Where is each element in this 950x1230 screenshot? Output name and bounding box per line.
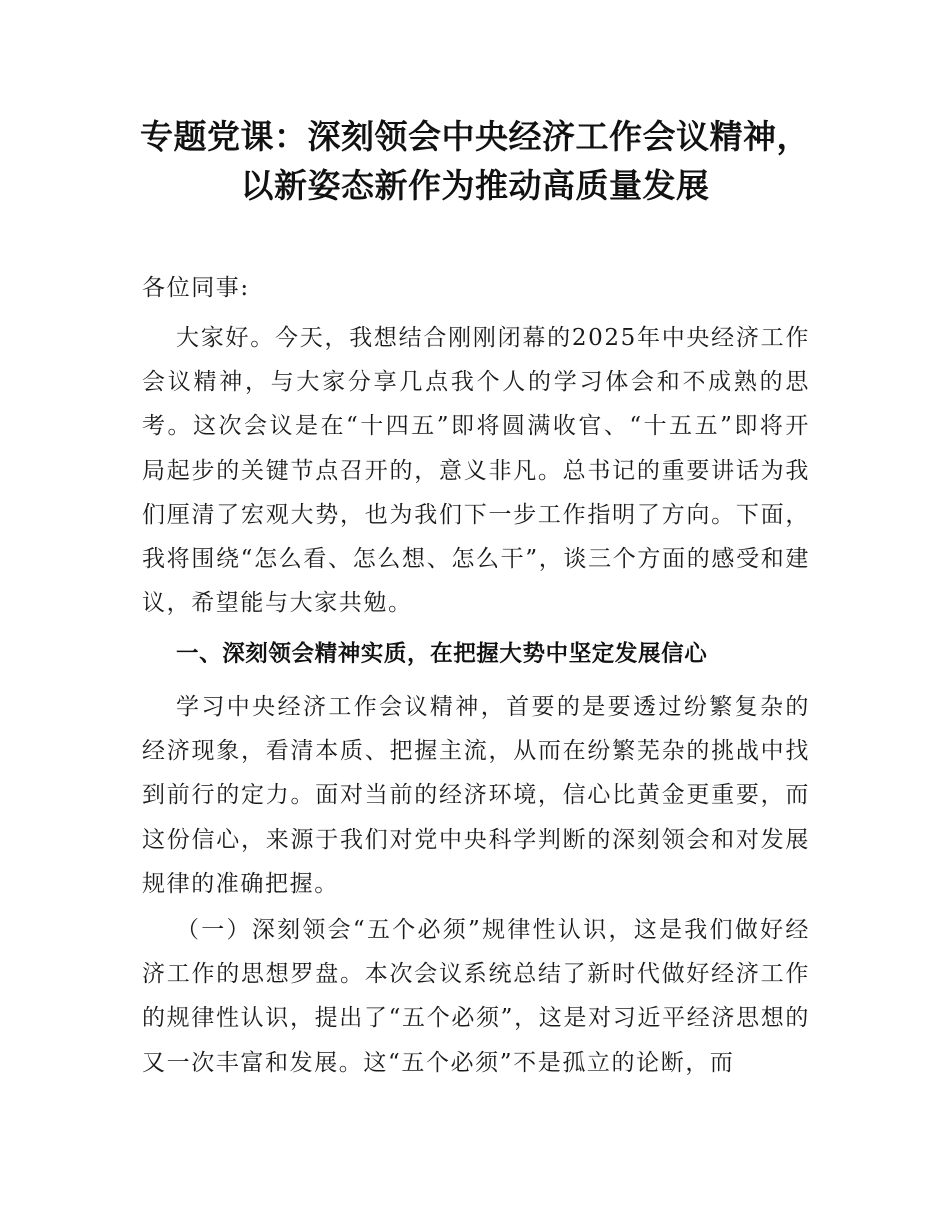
section-heading: 一、深刻领会精神实质，在把握大势中坚定发展信心 [176, 641, 708, 667]
opening-paragraph: 大家好。今天，我想结合刚刚闭幕的2025年中央经济工作会议精神，与大家分享几点我个人的学习体会和不成熟的思考。这次会议是在“十四五”即将圆满收官、“十五五”即将开局起步的关键节点召开的，意义非凡。总书记的重要讲话为我们厘清了宏观大势，也为我们下一步工作指明了方向。下面，我将围绕“怎么看、怎么想、怎么干”，谈三个方面的感受和建议，希望能与大家共勉。 [142, 325, 810, 617]
document-title: 专题党课：深刻领会中央经济工作会议精神，以新姿态新作为推动高质量发展 [140, 117, 810, 205]
salutation: 各位同事: [142, 275, 250, 301]
section-paragraph: 学习中央经济工作会议精神，首要的是要透过纷繁复杂的经济现象，看清本质、把握主流，从而在纷繁芜杂的挑战中找到前行的定力。面对当前的经济环境，信心比黄金更重要，而这份信心，来源于我们对党中央科学判断的深刻领会和对发展规律的准确把握。 [142, 694, 810, 897]
subsection-paragraph: （一）深刻领会“五个必须”规律性认识，这是我们做好经济工作的思想罗盘。本次会议系统总结了新时代做好经济工作的规律性认识，提出了“五个必须”，这是对习近平经济思想的又一次丰富和发展。这“五个必须”不是孤立的论断，而 [142, 917, 810, 1076]
